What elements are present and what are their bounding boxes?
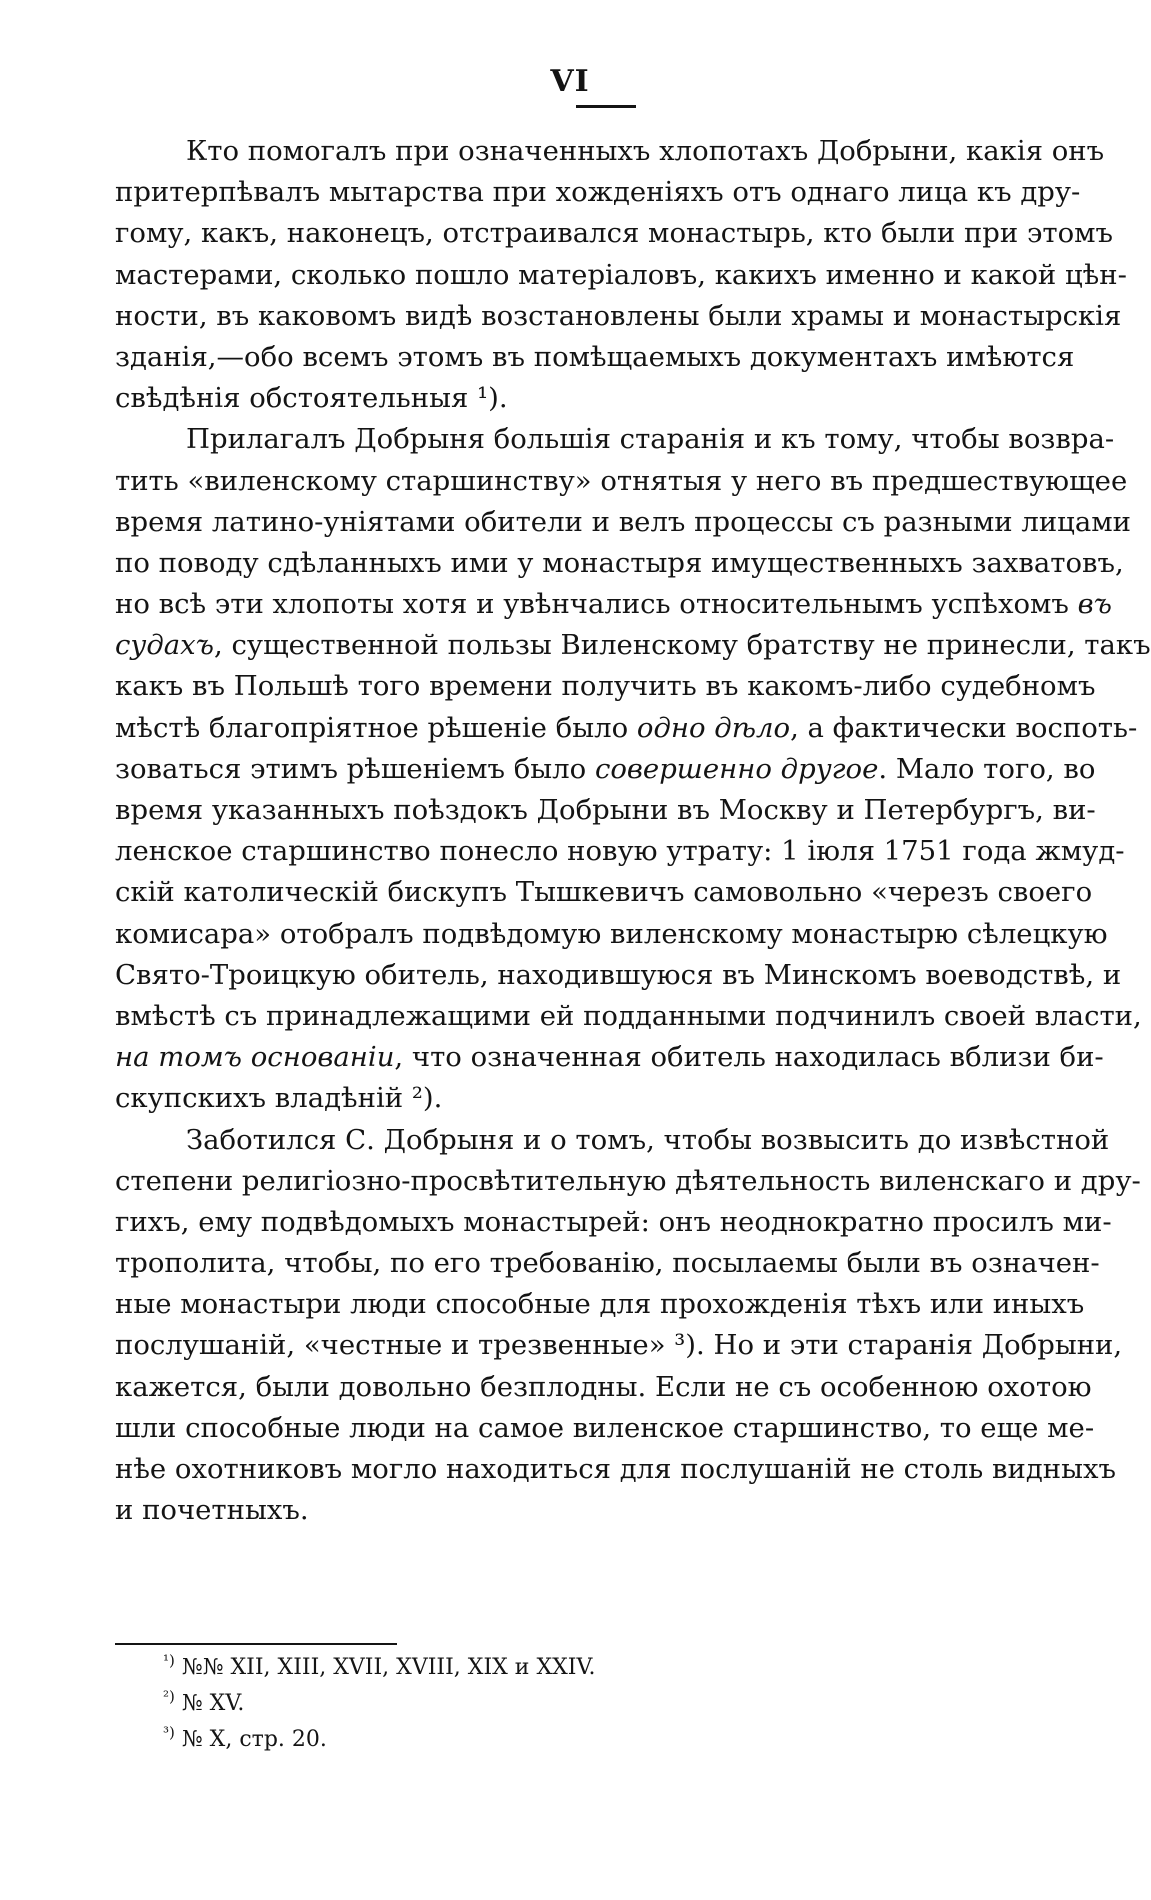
text-line: Заботился С. Добрыня и о томъ, чтобы возвысить до извѣстной xyxy=(186,1123,1110,1156)
text-run: мѣстѣ благопріятное рѣшеніе было xyxy=(115,711,629,744)
footnote xyxy=(163,1722,963,1758)
text-line xyxy=(115,584,1112,625)
text-line: комисара» отобралъ подвѣдомую виленскому монастырю сѣлецкую xyxy=(115,917,1108,950)
text-line: и почетныхъ. xyxy=(115,1494,309,1527)
text-line: свѣдѣнія обстоятельныя ¹). xyxy=(115,382,508,415)
text-run: . Мало того, во xyxy=(878,752,1096,785)
text-line: послушаній, «честные и трезвенные» ³). Но и эти старанія Добрыни, xyxy=(115,1329,1123,1362)
text-line: притерпѣвалъ мытарства при хожденіяхъ отъ однаго лица къ дру- xyxy=(115,176,1081,209)
text-line: вмѣстѣ съ принадлежащими ей подданными подчинилъ своей власти, xyxy=(115,999,1142,1032)
italic-run: одно дѣло xyxy=(636,711,791,744)
footnote-text: № X, стр. 20. xyxy=(181,1727,327,1752)
text-line: ленское старшинство понесло новую утрату: 1 іюля 1751 года жмуд- xyxy=(115,835,1125,868)
text-line: степени религіозно-просвѣтительную дѣятельность виленскаго и дру- xyxy=(115,1164,1141,1197)
text-line: Кто помогалъ при означенныхъ хлопотахъ Добрыни, какія онъ xyxy=(186,135,1105,167)
text-line: время латино-уніятами обители и велъ процессы съ разными лицами xyxy=(115,505,1131,538)
text-line: ности, въ каковомъ видѣ возстановлены были храмы и монастырскія xyxy=(115,299,1122,332)
text-run: , а фактически воспоть- xyxy=(790,711,1138,744)
italic-run: совершенно другое xyxy=(594,752,879,785)
footnote xyxy=(163,1686,963,1722)
text-line: ные монастыри люди способные для прохожденія тѣхъ или иныхъ xyxy=(115,1288,1085,1321)
italic-run: судахъ xyxy=(115,629,215,662)
text-line: гому, какъ, наконецъ, отстраивался монастырь, кто были при этомъ xyxy=(115,217,1114,250)
text-line xyxy=(115,625,1151,666)
footnote-mark: ³) xyxy=(163,1723,175,1742)
text-line: какъ въ Польшѣ того времени получить въ какомъ-либо судебномъ xyxy=(115,670,1096,703)
text-run: , что означенная обитель находилась вблизи би- xyxy=(394,1041,1104,1074)
text-line: время указанныхъ поѣздокъ Добрыни въ Москву и Петербургъ, ви- xyxy=(115,794,1096,826)
footnote-mark: ¹) xyxy=(163,1651,175,1670)
italic-run: въ xyxy=(1077,588,1112,621)
text-run: но всѣ эти хлопоты хотя и увѣнчались относительнымъ успѣхомъ xyxy=(115,588,1069,621)
text-line: гихъ, ему подвѣдомыхъ монастырей: онъ неоднократно просилъ ми- xyxy=(115,1205,1112,1238)
text-line: мастерами, сколько пошло матеріаловъ, какихъ именно и какой цѣн- xyxy=(115,258,1127,291)
italic-run: на томъ основаніи xyxy=(115,1041,395,1074)
text-line: шли способные люди на самое виленское старшинство, то еще ме- xyxy=(115,1411,1095,1444)
footnote-separator xyxy=(115,1643,397,1645)
text-line: кажется, были довольно безплодны. Если не съ особенною охотою xyxy=(115,1370,1092,1403)
text-line: скупскихъ владѣній ²). xyxy=(115,1082,443,1115)
text-line: нѣе охотниковъ могло находиться для послушаній не столь видныхъ xyxy=(115,1453,1116,1485)
text-line: Прилагалъ Добрыня большія старанія и къ тому, чтобы возвра- xyxy=(186,423,1115,456)
text-line: скій католическій бискупъ Тышкевичъ самовольно «черезъ своего xyxy=(115,876,1093,909)
footnote-text: № XV. xyxy=(181,1691,245,1716)
footnotes xyxy=(163,1650,963,1758)
page-number: VI xyxy=(550,64,590,99)
footnote-text: №№ XII, XIII, XVII, XVIII, XIX и XXIV. xyxy=(181,1655,596,1680)
text-line: трополита, чтобы, по его требованію, посылаемы были въ означен- xyxy=(115,1247,1100,1280)
text-line: Свято-Троицкую обитель, находившуюся въ Минскомъ воеводствѣ, и xyxy=(115,958,1122,991)
page-number-underline xyxy=(576,105,636,108)
body-text xyxy=(115,131,1151,1531)
text-line xyxy=(115,1037,1104,1078)
text-line: зданія,—обо всемъ этомъ въ помѣщаемыхъ документахъ имѣются xyxy=(115,340,1075,373)
text-run: , существенной пользы Виленскому братству не принесли, такъ xyxy=(214,629,1151,662)
text-line xyxy=(115,708,1138,749)
footnote-mark: ²) xyxy=(163,1687,175,1706)
footnote xyxy=(163,1650,963,1686)
text-line xyxy=(115,749,1096,790)
text-run: зоваться этимъ рѣшеніемъ было xyxy=(115,752,587,785)
text-line: по поводу сдѣланныхъ ими у монастыря имущественныхъ захватовъ, xyxy=(115,546,1124,579)
text-line: тить «виленскому старшинству» отнятыя у него въ предшествующее xyxy=(115,464,1128,497)
